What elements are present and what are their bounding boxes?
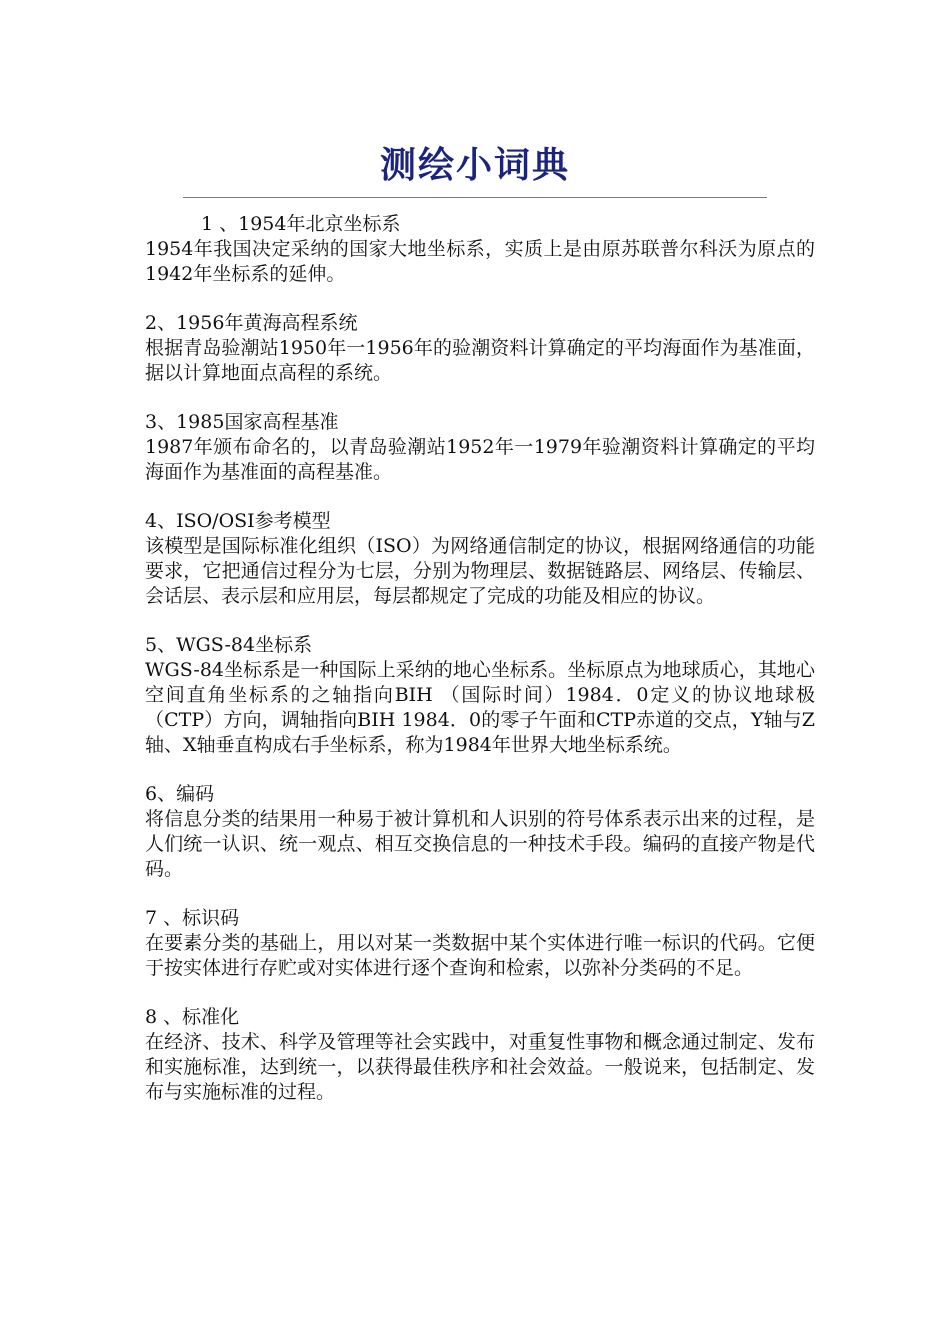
entry-list bbox=[145, 212, 815, 1129]
entry-text: 该模型是国际标准化组织（ISO）为网络通信制定的协议，根据网络通信的功能要求，它把通信过程分为七层，分别为物理层、数据链路层、网络层、传输层、会话层、表示层和应用层，每层都规定了完成的功能及相应的协议。 bbox=[145, 535, 815, 607]
entry-1 bbox=[145, 212, 815, 287]
entry-2 bbox=[145, 311, 815, 386]
entry-text: 根据青岛验潮站1950年一1956年的验潮资料计算确定的平均海面作为基准面，据以计算地面点高程的系统。 bbox=[145, 337, 815, 384]
entry-8 bbox=[145, 1005, 815, 1105]
entry-text: 将信息分类的结果用一种易于被计算机和人识别的符号体系表示出来的过程，是人们统一认识、统一观点、相互交换信息的一种技术手段。编码的直接产物是代码。 bbox=[145, 808, 815, 880]
entry-heading: 2、1956年黄海高程系统 bbox=[145, 312, 358, 334]
document-title: 测绘小词典 bbox=[379, 144, 570, 186]
entry-heading: 3、1985国家高程基准 bbox=[145, 411, 339, 433]
entry-text: 1987年颁布命名的，以青岛验潮站1952年一1979年验潮资料计算确定的平均海面作为基准面的高程基准。 bbox=[145, 436, 815, 483]
entry-text: 在经济、技术、科学及管理等社会实践中，对重复性事物和概念通过制定、发布和实施标准，达到统一，以获得最佳秩序和社会效益。一般说来，包括制定、发布与实施标准的过程。 bbox=[145, 1031, 815, 1103]
entry-text: WGS-84坐标系是一种国际上采纳的地心坐标系。坐标原点为地球质心，其地心空间直角坐标系的之轴指向BIH （国际时间）1984．0定义的协议地球极（CTP）方向，调轴指向BIH 1984．0的零子午面和CTP赤道的交点，Y轴与Z轴、X轴垂直构成右手坐标系，称为1984年世界大地坐标系统。 bbox=[145, 659, 815, 756]
entry-heading: 6、编码 bbox=[145, 783, 215, 805]
entry-4 bbox=[145, 509, 815, 609]
entry-heading: 4、ISO/OSI参考模型 bbox=[145, 510, 331, 532]
entry-6 bbox=[145, 782, 815, 882]
entry-text: 在要素分类的基础上，用以对某一类数据中某个实体进行唯一标识的代码。它便于按实体进行存贮或对实体进行逐个查询和检索，以弥补分类码的不足。 bbox=[145, 932, 815, 979]
entry-heading: 1 、1954年北京坐标系 bbox=[201, 213, 401, 235]
entry-heading: 7 、标识码 bbox=[145, 907, 240, 929]
entry-heading: 8 、标准化 bbox=[145, 1006, 240, 1028]
entry-heading: 5、WGS-84坐标系 bbox=[145, 634, 313, 656]
entry-3 bbox=[145, 410, 815, 485]
entry-text: 1954年我国决定采纳的国家大地坐标系，实质上是由原苏联普尔科沃为原点的1942年坐标系的延伸。 bbox=[145, 238, 815, 285]
entry-5 bbox=[145, 633, 815, 758]
entry-7 bbox=[145, 906, 815, 981]
title-divider bbox=[183, 197, 767, 198]
